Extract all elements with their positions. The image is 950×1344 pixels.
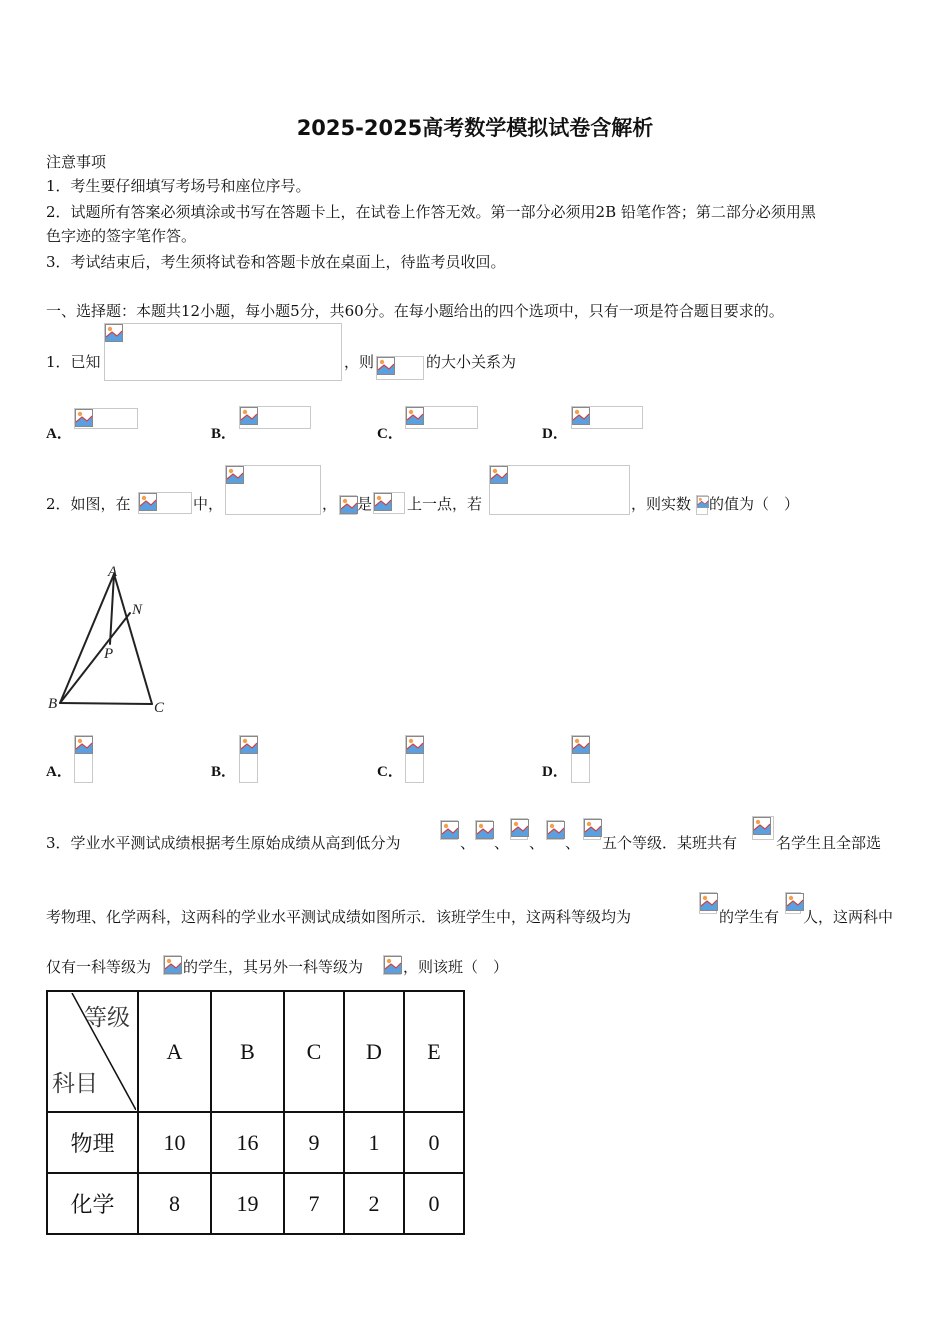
formula-image xyxy=(405,735,424,783)
q1-option-c: C． xyxy=(377,426,403,442)
grade-e-image xyxy=(583,818,601,840)
formula-image xyxy=(785,892,801,914)
q1-option-b: B． xyxy=(211,426,237,442)
edge-bc xyxy=(60,703,152,704)
table-cell: 1 xyxy=(344,1112,404,1173)
grade-c-image xyxy=(510,818,528,840)
q2-text-4: 上一点，若 xyxy=(407,495,483,513)
broken-image-icon xyxy=(584,819,602,837)
q2-option-b: B． xyxy=(211,764,237,780)
table-corner-cell xyxy=(47,991,138,1112)
broken-image-icon xyxy=(377,357,395,375)
formula-image xyxy=(373,492,405,514)
q3-line1-a: 3．学业水平测试成绩根据考生原始成绩从高到低分为 xyxy=(46,834,401,852)
q3-line1-b: 五个等级．某班共有 xyxy=(602,834,738,852)
separator: 、 xyxy=(529,834,545,852)
broken-image-icon xyxy=(700,893,718,911)
table-cell: 8 xyxy=(138,1173,211,1234)
edge-ac xyxy=(114,574,152,704)
q2-option-a: A． xyxy=(46,764,72,780)
formula-image xyxy=(104,323,342,381)
grade-d-image xyxy=(546,820,564,840)
q2-option-c: C． xyxy=(377,764,403,780)
label-a: A xyxy=(108,564,118,580)
broken-image-icon xyxy=(340,496,358,514)
broken-image-icon xyxy=(75,736,93,754)
table-cell: 16 xyxy=(211,1112,284,1173)
q1-prefix: 1．已知 xyxy=(46,353,101,371)
q2-text-1: 中， xyxy=(193,495,224,513)
broken-image-icon xyxy=(547,821,565,839)
table-cell: 0 xyxy=(404,1173,464,1234)
label-p: P xyxy=(104,646,114,662)
broken-image-icon xyxy=(240,407,258,425)
broken-image-icon xyxy=(105,324,123,342)
broken-image-icon xyxy=(490,466,508,484)
q2-text-5: ，则实数 xyxy=(631,495,692,513)
q3-line3-c: ，则该班（ ） xyxy=(403,958,509,976)
q1-mid: ，则 xyxy=(344,353,375,371)
broken-image-icon xyxy=(441,821,459,839)
table-subject-cell: 化学 xyxy=(47,1173,138,1234)
table-cell: 7 xyxy=(284,1173,344,1234)
grades-table xyxy=(46,990,465,1235)
q3-line3-b: 的学生，其另外一科等级为 xyxy=(183,958,364,976)
table-header-cell: B xyxy=(211,991,284,1112)
notice-item-2-cont: 色字迹的签字笔作答。 xyxy=(46,227,197,245)
grade-a-image xyxy=(440,820,458,840)
label-b: B xyxy=(48,696,58,712)
broken-image-icon xyxy=(572,407,590,425)
notice-item-1: 1．考生要仔细填写考场号和座位序号。 xyxy=(46,177,311,195)
formula-image xyxy=(74,408,138,429)
broken-image-icon xyxy=(572,736,590,754)
table-cell: 19 xyxy=(211,1173,284,1234)
label-n: N xyxy=(132,602,143,618)
q3-line2-c: 人，这两科中 xyxy=(803,908,894,926)
broken-image-icon xyxy=(476,821,494,839)
formula-image xyxy=(696,495,708,515)
formula-image xyxy=(225,465,321,515)
formula-image xyxy=(752,816,774,840)
table-header-cell: D xyxy=(344,991,404,1112)
broken-image-icon xyxy=(75,409,93,427)
table-cell: 0 xyxy=(404,1112,464,1173)
q2-option-d: D． xyxy=(542,764,568,780)
broken-image-icon xyxy=(374,493,392,511)
separator: 、 xyxy=(460,834,476,852)
formula-image xyxy=(489,465,630,515)
table-cell: 10 xyxy=(138,1112,211,1173)
separator: 、 xyxy=(565,834,581,852)
broken-image-icon xyxy=(786,893,804,911)
broken-image-icon xyxy=(753,817,771,835)
corner-label-subject: 科目 xyxy=(52,1071,98,1096)
formula-image xyxy=(74,735,93,783)
broken-image-icon xyxy=(406,736,424,754)
section-heading: 一、选择题：本题共12小题，每小题5分，共60分。在每小题给出的四个选项中，只有一项是符合题目要求的。 xyxy=(46,302,784,320)
table-header-row xyxy=(47,991,464,1112)
label-c: C xyxy=(154,700,165,716)
q2-prefix: 2．如图，在 xyxy=(46,495,131,513)
page-title: 2025-2025高考数学模拟试卷含解析 xyxy=(296,116,654,140)
q1-suffix: 的大小关系为 xyxy=(426,353,517,371)
broken-image-icon xyxy=(164,956,182,974)
q2-text-6: 的值为（ ） xyxy=(709,495,800,513)
broken-image-icon xyxy=(240,736,258,754)
broken-image-icon xyxy=(226,466,244,484)
table-header-cell: A xyxy=(138,991,211,1112)
formula-image xyxy=(239,406,311,429)
q3-line3-a: 仅有一科等级为 xyxy=(46,958,152,976)
table-header-cell: E xyxy=(404,991,464,1112)
q1-option-d: D． xyxy=(542,426,568,442)
grade-b-image xyxy=(475,820,493,840)
table-row xyxy=(47,1112,464,1173)
q3-line1-c: 名学生且全部选 xyxy=(776,834,882,852)
table-cell: 9 xyxy=(284,1112,344,1173)
table-row xyxy=(47,1173,464,1234)
table-cell: 2 xyxy=(344,1173,404,1234)
q2-text-3: 是 xyxy=(357,495,373,513)
formula-image xyxy=(239,735,258,783)
broken-image-icon xyxy=(511,819,529,837)
notice-item-2: 2．试题所有答案必须填涂或书写在答题卡上，在试卷上作答无效。第一部分必须用2B 铅笔作答；第二部分必须用黑 xyxy=(46,203,816,221)
separator: 、 xyxy=(494,834,510,852)
triangle-figure xyxy=(44,558,174,718)
formula-image xyxy=(571,735,590,783)
corner-label-grade: 等级 xyxy=(84,1005,130,1030)
formula-image xyxy=(376,356,424,380)
notice-heading: 注意事项 xyxy=(46,153,107,171)
formula-image xyxy=(699,892,717,914)
edge-ab xyxy=(60,574,114,703)
formula-image xyxy=(405,406,478,429)
q3-line2-b: 的学生有 xyxy=(719,908,780,926)
formula-image xyxy=(138,492,192,514)
q2-text-2: ， xyxy=(322,495,338,513)
q3-line2-a: 考物理、化学两科，这两科的学业水平测试成绩如图所示．该班学生中，这两科等级均为 xyxy=(46,908,632,926)
table-header-cell: C xyxy=(284,991,344,1112)
broken-image-icon xyxy=(384,956,402,974)
broken-image-icon xyxy=(697,496,709,508)
broken-image-icon xyxy=(139,493,157,511)
notice-item-3: 3．考试结束后，考生须将试卷和答题卡放在桌面上，待监考员收回。 xyxy=(46,253,506,271)
formula-image xyxy=(163,955,181,975)
segment-bn xyxy=(60,613,130,703)
formula-image xyxy=(339,495,357,515)
table-subject-cell: 物理 xyxy=(47,1112,138,1173)
formula-image xyxy=(383,955,401,975)
formula-image xyxy=(571,406,643,429)
q1-option-a: A． xyxy=(46,426,72,442)
broken-image-icon xyxy=(406,407,424,425)
